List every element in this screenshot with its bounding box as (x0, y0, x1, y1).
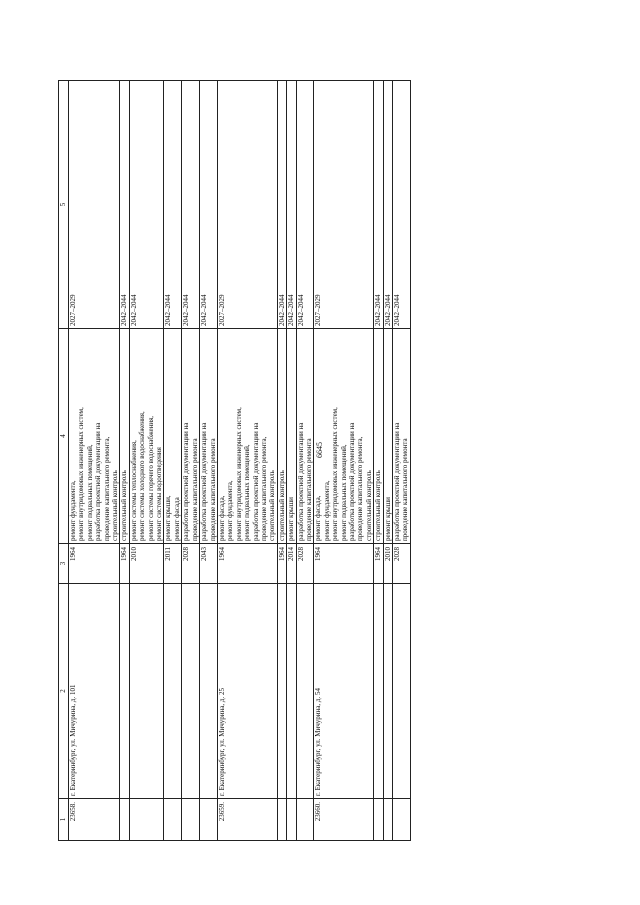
work-item: проведение капитального ремонта (208, 438, 217, 541)
work-item: разработка проектной документации на (94, 422, 103, 541)
work-item: ремонт подвальных помещений, (243, 444, 252, 541)
year-cell: 2028 (182, 544, 200, 584)
period-cell: 2042–2044 (164, 81, 182, 329)
work-item: ремонт подвальных помещений, (339, 444, 348, 541)
address-cell (277, 584, 286, 799)
works-cell (277, 329, 286, 544)
address-cell (287, 584, 296, 799)
work-item: разработка проектной документации на (393, 422, 402, 541)
period-cell: 2042–2044 (383, 81, 392, 329)
period-cell: 2027–2029 (69, 81, 120, 329)
work-item: разработка проектной документации на (182, 422, 191, 541)
year-cell: 2010 (383, 544, 392, 584)
works-cell (69, 329, 120, 544)
address-cell: г. Екатеринбург, ул. Мичурина, д. 25 (217, 584, 277, 799)
work-item: ремонт фасада (172, 497, 181, 541)
works-cell (374, 329, 383, 544)
work-item: проведение капитального ремонта, (356, 436, 365, 541)
period-cell: 2042–2044 (129, 81, 164, 329)
table-row (287, 81, 296, 841)
period-cell: 2042–2044 (393, 81, 411, 329)
year-cell: 1964 (314, 544, 374, 584)
work-item: ремонт фасада, (314, 495, 323, 541)
year-cell: 1964 (120, 544, 129, 584)
repair-schedule-table-container (58, 81, 578, 841)
object-number-cell (393, 799, 411, 841)
work-item: строительный контроль (268, 470, 277, 541)
work-item: ремонт системы теплоснабжения, (129, 440, 138, 541)
table-row (182, 81, 200, 841)
works-cell (129, 329, 164, 544)
table-row (120, 81, 129, 841)
work-item: разработка проектной документации на (348, 422, 356, 541)
address-cell (182, 584, 200, 799)
work-item: проведение капитального ремонта, (102, 436, 111, 541)
work-item: строительный контроль (111, 470, 120, 541)
object-number-cell: 23658. (69, 799, 120, 841)
period-cell: 2042–2044 (296, 81, 314, 329)
table-row (393, 81, 411, 841)
table-row (296, 81, 314, 841)
object-number-cell: 23660. (314, 799, 374, 841)
object-number-cell: 23659. (217, 799, 277, 841)
column-header: 2 (59, 584, 69, 799)
column-header: 1 (59, 799, 69, 841)
period-cell: 2042–2044 (120, 81, 129, 329)
address-cell (374, 584, 383, 799)
table-row (383, 81, 392, 841)
work-item: ремонт фундамента, (226, 480, 235, 541)
address-cell (393, 584, 411, 799)
work-item: ремонт системы холодного водоснабжения, (138, 411, 147, 541)
year-cell: 2010 (129, 544, 164, 584)
works-cell (287, 329, 296, 544)
work-item: ремонт внутридомовых инженерных систем, (77, 407, 86, 541)
year-cell: 1964 (277, 544, 286, 584)
work-item: ремонт фундамента, (322, 480, 331, 541)
work-item: ремонт крыши (287, 497, 296, 541)
address-cell (383, 584, 392, 799)
table-row (217, 81, 277, 841)
column-header-row (59, 81, 69, 841)
works-cell (120, 329, 129, 544)
object-number-cell (120, 799, 129, 841)
table-row (374, 81, 383, 841)
works-cell (314, 329, 374, 544)
period-cell: 2027–2029 (314, 81, 374, 329)
year-cell: 2028 (296, 544, 314, 584)
work-item: ремонт крыши (383, 497, 392, 541)
works-cell (200, 329, 218, 544)
works-cell (217, 329, 277, 544)
table-row (314, 81, 374, 841)
object-number-cell (182, 799, 200, 841)
year-cell: 1964 (217, 544, 277, 584)
year-cell: 2011 (164, 544, 182, 584)
period-cell: 2042–2044 (277, 81, 286, 329)
work-item: ремонт крыши, (164, 495, 173, 541)
work-item: разработка проектной документации на (251, 422, 260, 541)
object-number-cell (296, 799, 314, 841)
work-item: разработка проектной документации на (296, 422, 305, 541)
address-cell (164, 584, 182, 799)
works-cell (164, 329, 182, 544)
works-cell (383, 329, 392, 544)
period-cell: 2027–2029 (217, 81, 277, 329)
work-item: разработка проектной документации на (200, 422, 209, 541)
period-cell: 2042–2044 (287, 81, 296, 329)
work-item: проведение капитального ремонта (190, 438, 199, 541)
work-item: строительный контроль (277, 470, 286, 541)
works-cell (296, 329, 314, 544)
period-cell: 2042–2044 (200, 81, 218, 329)
address-cell (200, 584, 218, 799)
year-cell: 2014 (287, 544, 296, 584)
table-row (164, 81, 182, 841)
work-item: ремонт подвальных помещений, (85, 444, 94, 541)
address-cell: г. Екатеринбург, ул. Мичурина, д. 101 (69, 584, 120, 799)
year-cell: 2028 (393, 544, 411, 584)
work-item: строительный контроль (120, 470, 129, 541)
works-cell (393, 329, 411, 544)
period-cell: 2042–2044 (374, 81, 383, 329)
period-cell: 2042–2044 (182, 81, 200, 329)
work-item: ремонт фундамента, (69, 480, 77, 541)
table-row (200, 81, 218, 841)
column-header: 4 (59, 329, 69, 544)
table-row (129, 81, 164, 841)
address-cell (296, 584, 314, 799)
work-item: проведение капитального ремонта, (259, 436, 268, 541)
work-item: строительный контроль (374, 470, 383, 541)
table-body (69, 81, 411, 841)
column-header: 5 (59, 81, 69, 329)
work-item: проведение капитального ремонта (401, 438, 410, 541)
work-item: ремонт фасада, (217, 495, 226, 541)
object-number-cell (164, 799, 182, 841)
object-number-cell (277, 799, 286, 841)
object-number-cell (383, 799, 392, 841)
table-row (69, 81, 120, 841)
object-number-cell (129, 799, 164, 841)
object-number-cell (287, 799, 296, 841)
object-number-cell (374, 799, 383, 841)
object-number-cell (200, 799, 218, 841)
year-cell: 1964 (69, 544, 120, 584)
work-item: проведение капитального ремонта (304, 438, 313, 541)
work-item: ремонт внутридомовых инженерных систем, (234, 407, 243, 541)
address-cell (120, 584, 129, 799)
repair-schedule-table (58, 80, 411, 841)
works-cell (182, 329, 200, 544)
address-cell (129, 584, 164, 799)
work-item: ремонт внутридомовых инженерных систем, (331, 407, 340, 541)
work-item: ремонт системы водоотведения (155, 447, 164, 541)
work-item: ремонт системы горячего водоснабжения, (146, 415, 155, 541)
column-header: 3 (59, 544, 69, 584)
address-cell: г. Екатеринбург, ул. Мичурина, д. 54 (314, 584, 374, 799)
year-cell: 2043 (200, 544, 218, 584)
table-row (277, 81, 286, 841)
work-item: строительный контроль (364, 470, 373, 541)
year-cell: 1964 (374, 544, 383, 584)
page-number-text: 6645 (315, 442, 324, 458)
